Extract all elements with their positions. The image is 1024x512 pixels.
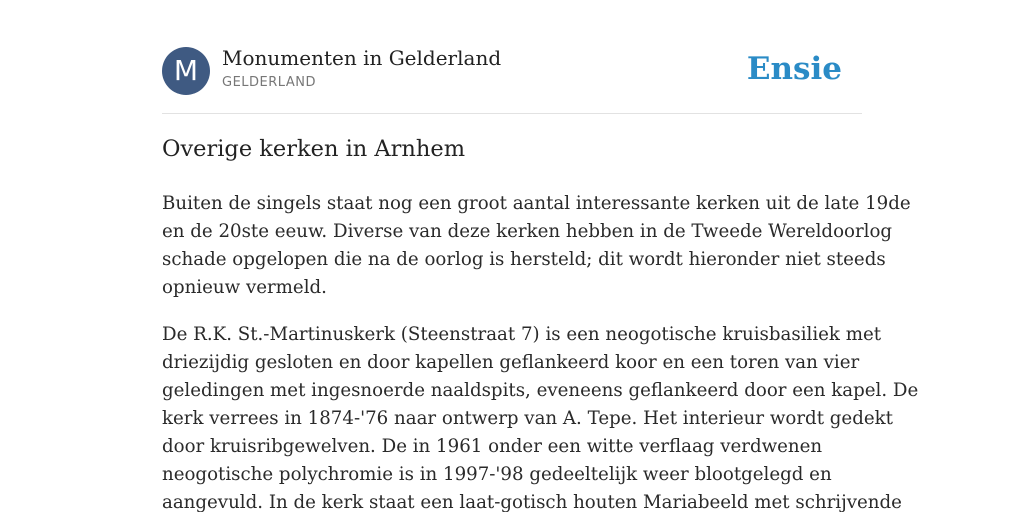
site-title[interactable]: Monumenten in Gelderland: [222, 46, 502, 70]
paragraph-line: aangevuld. In de kerk staat een laat-gotisch houten Mariabeeld met schrijvende: [162, 492, 902, 512]
paragraph-line: opnieuw vermeld.: [162, 277, 327, 298]
paragraph-line: door kruisribgewelven. De in 1961 onder een witte verflaag verdwenen: [162, 436, 823, 457]
paragraph-line: De R.K. St.-Martinuskerk (Steenstraat 7) is een neogotische kruisbasiliek met: [162, 324, 882, 345]
paragraph-line: geledingen met ingesnoerde naaldspits, eveneens geflankeerd door een kapel. De: [162, 380, 919, 401]
header: [162, 46, 862, 96]
paragraph-line: driezijdig gesloten en door kapellen geflankeerd koor en een toren van vier: [162, 352, 860, 373]
paragraph-line: neogotische polychromie is in 1997-'98 gedeeltelijk weer blootgelegd en: [162, 464, 832, 485]
article-paragraph: [162, 321, 919, 512]
paragraph-line: kerk verrees in 1874-'76 naar ontwerp van A. Tepe. Het interieur wordt gedekt: [162, 408, 893, 429]
article-title: Overige kerken in Arnhem: [162, 136, 466, 162]
paragraph-line: schade opgelopen die na de oorlog is hersteld; dit wordt hieronder niet steeds: [162, 249, 886, 270]
brand-logo[interactable]: Ensie: [746, 51, 842, 87]
paragraph-line: en de 20ste eeuw. Diverse van deze kerken hebben in de Tweede Wereldoorlog: [162, 221, 893, 242]
site-subtitle[interactable]: GELDERLAND: [222, 75, 316, 90]
article-paragraph: [162, 190, 911, 302]
header-divider: [162, 113, 862, 114]
paragraph-line: Buiten de singels staat nog een groot aantal interessante kerken uit de late 19de: [162, 193, 911, 214]
avatar[interactable]: M: [162, 47, 210, 95]
